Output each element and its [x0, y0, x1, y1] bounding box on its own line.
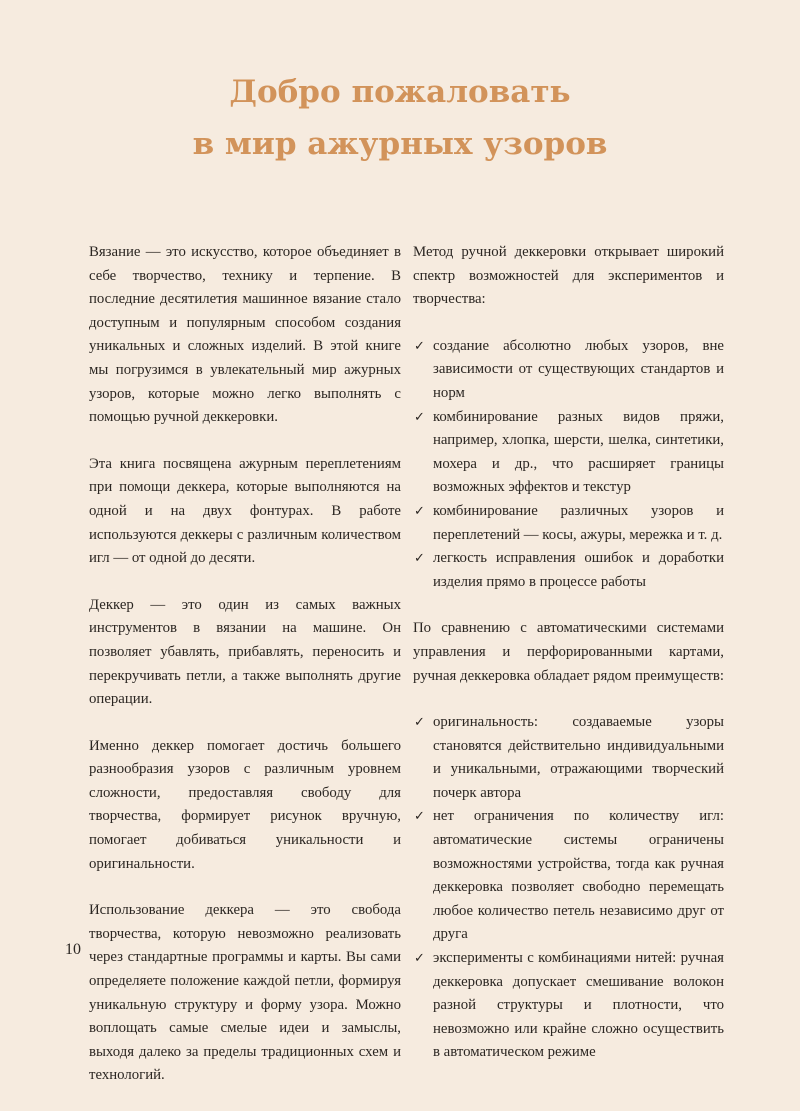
list-item-text: оригинальность: создаваемые узоры становятся действительно индивидуальными и уникальными, отражающими творческий почерк автора: [433, 714, 724, 801]
list-item-text: нет ограничения по количеству игл: автоматические системы ограничены возможностями устройства, тогда как ручная деккеровка позволяет свободно перемещать любое количество петель независимо друг от друга: [433, 808, 724, 943]
possibilities-list: [413, 335, 724, 595]
list-item-text: комбинирование разных видов пряжи, например, хлопка, шерсти, шелка, синтетики, мохера и др., что расширяет границы возможных эффектов и текстур: [433, 408, 724, 496]
checkmark-icon: ✓: [414, 951, 425, 967]
checkmark-icon: ✓: [414, 809, 425, 825]
list-item: [413, 335, 724, 406]
paragraph: Именно деккер помогает достичь большего разнообразия узоров с различным уровнем сложности, предоставляя свободу для творчества, формирует рисунок вручную, помогает добиваться уникальности и оригинальности.: [89, 737, 401, 872]
list-item: [413, 406, 724, 500]
intro-paragraph: Метод ручной деккеровки открывает широкий спектр возможностей для экспериментов и творчества:: [413, 244, 724, 308]
intro-paragraph: По сравнению с автоматическими системами управления и перфорированными картами, ручная деккеровка обладает рядом преимуществ:: [413, 620, 725, 684]
paragraph: Вязание — это искусство, которое объединяет в себе творчество, технику и терпение. В последние десятилетия машинное вязание стало доступным и популярным способом создания уникальных и сложных изделий. В этой книге мы погрузимся в увлекательный мир ажурных узоров, которые можно легко выполнять с помощью ручной деккеровки.: [89, 244, 401, 426]
list-item-text: комбинирование различных узоров и переплетений — косы, ажуры, мережка и т. д.: [433, 502, 724, 543]
checkmark-icon: ✓: [414, 551, 425, 567]
title-line-2: в мир ажурных узоров: [192, 126, 608, 162]
list-item: [413, 711, 724, 805]
list-item-text: создание абсолютно любых узоров, вне зависимости от существующих стандартов и норм: [433, 337, 724, 401]
checkmark-icon: ✓: [414, 715, 425, 731]
checkmark-icon: ✓: [414, 503, 425, 519]
title-line-1: Добро пожаловать: [229, 74, 571, 110]
advantages-list: [413, 711, 724, 1065]
checkmark-icon: ✓: [414, 409, 425, 425]
paragraph: Использование деккера — это свобода творчества, которую невозможно реализовать через стандартные программы и карты. Вы сами определяете положение каждой петли, формируя уникальную структуру и форму узора. Можно воплощать самые смелые идеи и замыслы, выходя далеко за пределы традиционных схем и технологий.: [89, 902, 401, 1084]
checkmark-icon: ✓: [414, 338, 425, 354]
list-item: [413, 547, 724, 594]
list-item: [413, 500, 724, 547]
list-item-text: эксперименты с комбинациями нитей: ручная деккеровка допускает смешивание волокон разной структуры и плотности, что невозможно или крайне сложно осуществить в автоматическом режиме: [433, 950, 724, 1061]
list-item: [413, 947, 724, 1065]
page-title: [0, 66, 800, 170]
left-column: [89, 241, 401, 1111]
right-column: [413, 241, 724, 1088]
list-item-text: легкость исправления ошибок и доработки изделия прямо в процессе работы: [433, 550, 724, 590]
paragraph: Эта книга посвящена ажурным переплетениям при помощи деккера, которые выполняются на одной и на двух фонтурах. В работе используются деккеры с различным количеством игл — от одной до десяти.: [89, 455, 401, 567]
list-item: [413, 805, 724, 947]
page-number: 10: [65, 941, 81, 958]
paragraph: Деккер — это один из самых важных инструментов в вязании на машине. Он позволяет убавлять, прибавлять, переносить и перекручивать петли, а также выполнять другие операции.: [89, 596, 401, 708]
